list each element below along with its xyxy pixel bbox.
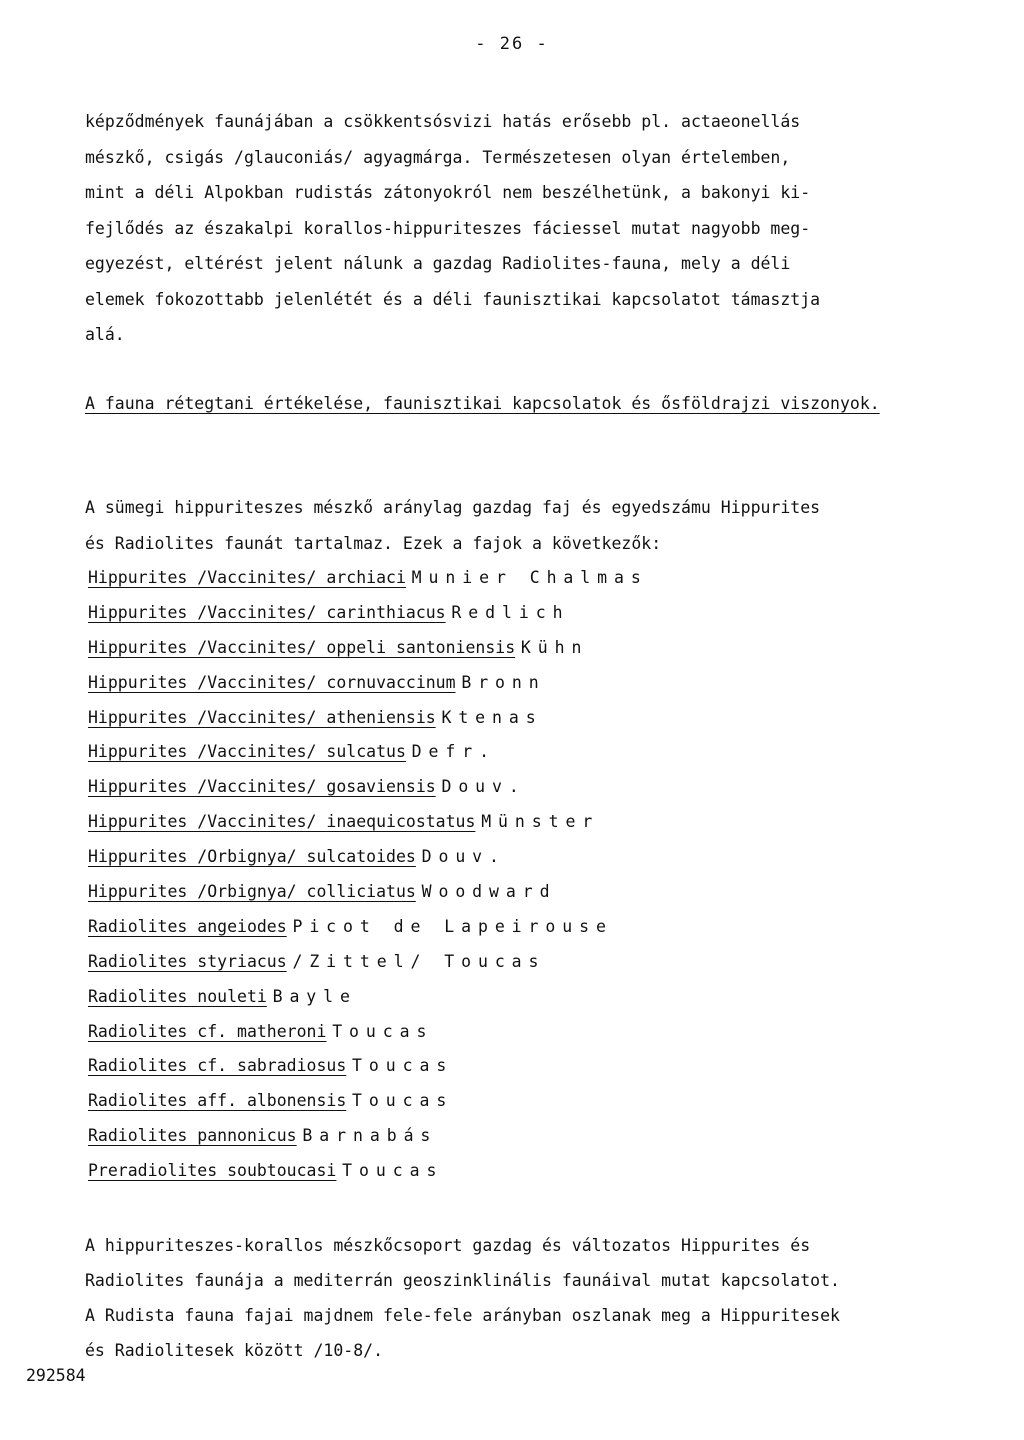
- paragraph-fauna-intro: A sümegi hippuriteszes mészkő aránylag gazdag faj és egyedszámu Hippurites és Radiolites faunát tartalmaz. Ezek a fajok a következők:: [85, 498, 821, 553]
- species-name: Radiolites aff. albonensis: [88, 1091, 347, 1111]
- species-author: Toucas: [352, 1056, 454, 1076]
- species-author: Toucas: [342, 1161, 444, 1181]
- species-item: [88, 805, 988, 840]
- species-item: [88, 561, 988, 596]
- page-number: - 26 -: [475, 34, 549, 54]
- species-name: Hippurites /Orbignya/ colliciatus: [88, 882, 416, 902]
- species-name: Hippurites /Vaccinites/ sulcatus: [88, 742, 406, 762]
- species-item: [88, 1084, 988, 1119]
- species-name: Radiolites styriacus: [88, 951, 287, 971]
- species-author: Toucas: [352, 1091, 454, 1111]
- species-author: Ktenas: [441, 707, 543, 727]
- species-item: [88, 945, 988, 980]
- species-name: Hippurites /Vaccinites/ oppeli santoniensis: [88, 637, 516, 657]
- species-author: Barnabás: [302, 1126, 438, 1146]
- species-author: Picot de Lapeirouse: [292, 916, 613, 936]
- species-name: Hippurites /Vaccinites/ atheniensis: [88, 707, 436, 727]
- section-heading: A fauna rétegtani értékelése, faunisztikai kapcsolatok és ősföldrajzi viszonyok.: [85, 394, 880, 413]
- paragraph-intro: képződmények faunájában a csökkentsósvizi hatás erősebb pl. actaeonellás mészkő, csigás /glauconiás/ agyagmárga. Természetesen olyan értelemben, mint a déli Alpokban rudistás zátonyokról nem beszélhetünk, a bakonyi ki- fejlődés az északalpi korallos-hippuriteszes fáciessel mutat nagyobb meg- egyezést, eltérést jelent nálunk a gazdag Radiolites-fauna, mely a déli elemek fokozottabb jelenlétét és a déli faunisztikai kapcsolatot támasztja alá.: [85, 112, 821, 344]
- species-author: Redlich: [451, 602, 570, 622]
- species-item: [88, 910, 988, 945]
- species-item: [88, 1154, 988, 1189]
- species-item: [88, 701, 988, 736]
- species-name: Hippurites /Vaccinites/ inaequicostatus: [88, 812, 476, 832]
- catalog-number: 292584: [26, 1366, 86, 1385]
- species-list: [88, 561, 988, 1189]
- species-author: Bayle: [272, 986, 357, 1006]
- species-name: Radiolites nouleti: [88, 986, 267, 1006]
- species-name: Hippurites /Orbignya/ sulcatoides: [88, 847, 416, 867]
- species-author: Woodward: [421, 882, 557, 902]
- species-item: [88, 770, 988, 805]
- species-author: Douv.: [421, 847, 506, 867]
- species-item: [88, 1015, 988, 1050]
- species-name: Hippurites /Vaccinites/ carinthiacus: [88, 602, 446, 622]
- species-item: [88, 840, 988, 875]
- species-item: [88, 980, 988, 1015]
- species-item: [88, 631, 988, 666]
- species-item: [88, 596, 988, 631]
- species-name: Hippurites /Vaccinites/ cornuvaccinum: [88, 672, 456, 692]
- species-item: [88, 1119, 988, 1154]
- species-name: Hippurites /Vaccinites/ archiaci: [88, 568, 406, 587]
- species-name: Preradiolites soubtoucasi: [88, 1161, 337, 1181]
- species-item: [88, 735, 988, 770]
- species-author: /Zittel/ Toucas: [292, 951, 546, 971]
- species-name: Radiolites cf. matheroni: [88, 1021, 327, 1041]
- species-item: [88, 875, 988, 910]
- paragraph-conclusion: A hippuriteszes-korallos mészkőcsoport gazdag és változatos Hippurites és Radiolites faunája a mediterrán geoszinklinális faunáival mutat kapcsolatot. A Rudista fauna fajai majdnem fele-fele arányban oszlanak meg a Hippuritesek és Radiolitesek között /10-8/.: [85, 1236, 840, 1360]
- species-name: Radiolites angeiodes: [88, 916, 287, 936]
- species-author: Bronn: [461, 672, 546, 692]
- species-name: Radiolites cf. sabradiosus: [88, 1056, 347, 1076]
- species-name: Radiolites pannonicus: [88, 1126, 297, 1146]
- species-item: [88, 1049, 988, 1084]
- species-author: Kühn: [520, 637, 589, 657]
- species-author: Defr.: [411, 742, 496, 762]
- species-author: Münster: [481, 812, 600, 832]
- species-author: Toucas: [332, 1021, 434, 1041]
- species-author: Munier Chalmas: [411, 568, 648, 587]
- species-author: Douv.: [441, 777, 526, 797]
- species-item: [88, 666, 988, 701]
- species-name: Hippurites /Vaccinites/ gosaviensis: [88, 777, 436, 797]
